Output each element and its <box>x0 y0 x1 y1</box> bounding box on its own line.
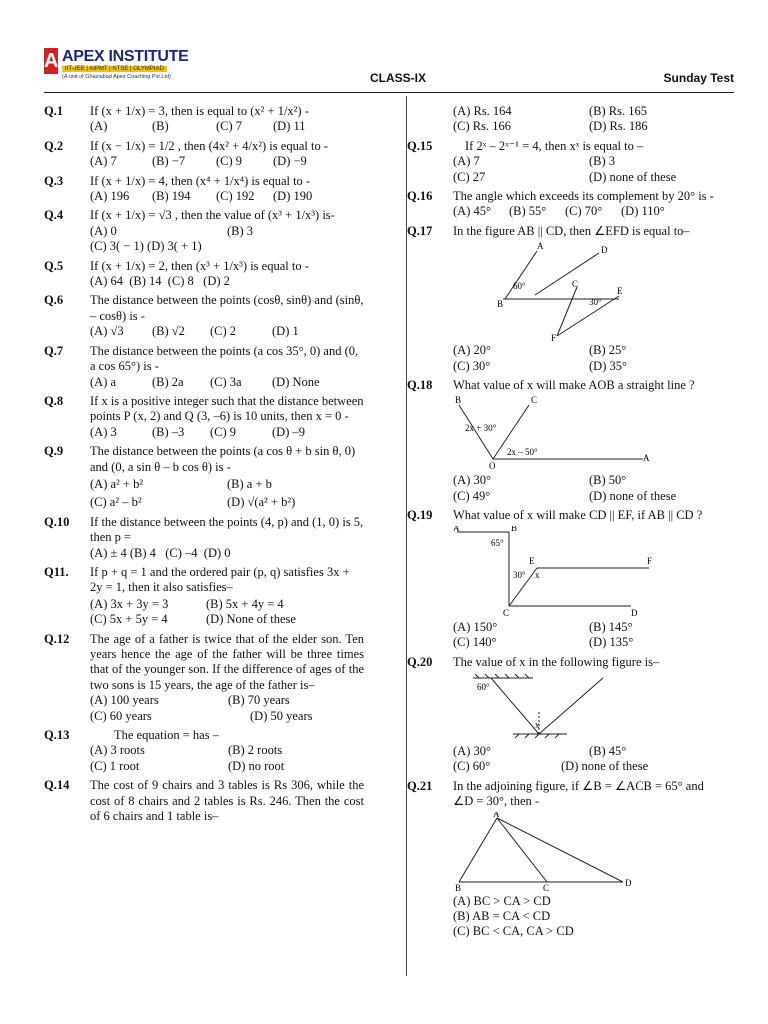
option[interactable]: (A) 45° <box>453 204 491 219</box>
question-15 <box>407 139 727 185</box>
option[interactable]: (B) −7 <box>152 154 186 169</box>
option[interactable]: (B) 55° <box>509 204 547 219</box>
right-column <box>407 104 727 944</box>
class-label: CLASS-IX <box>370 71 427 85</box>
option[interactable]: (C) 2 <box>210 324 237 339</box>
option[interactable]: (A) a <box>90 374 117 389</box>
option[interactable]: (A) 7 <box>90 154 117 169</box>
left-column <box>44 104 364 828</box>
question-text: The equation = has – <box>114 728 219 743</box>
question-5 <box>44 259 364 290</box>
option[interactable]: (C) BC < CA, CA > CD <box>453 924 574 939</box>
option[interactable]: (C) 9 <box>216 154 243 169</box>
test-label: Sunday Test <box>663 71 734 85</box>
q19-figure <box>453 526 693 618</box>
option[interactable]: (C) 30° <box>453 358 491 373</box>
label-E: E <box>529 555 535 566</box>
label-A: A <box>453 525 460 533</box>
option[interactable]: (B) 3 <box>589 154 616 169</box>
question-number: Q.14 <box>44 778 70 793</box>
question-7 <box>44 344 364 390</box>
option[interactable]: (D) 35° <box>589 358 627 373</box>
question-18 <box>407 378 727 504</box>
question-number: Q.9 <box>44 444 64 459</box>
q21-figure <box>453 812 693 892</box>
question-20 <box>407 655 727 775</box>
angle-expr-1: 2x + 30° <box>465 423 497 434</box>
question-text: In the figure AB || CD, then ∠EFD is equal to– <box>453 223 690 238</box>
label-B: B <box>497 299 504 310</box>
question-number: Q.16 <box>407 189 433 204</box>
label-D: D <box>631 607 638 618</box>
option[interactable]: (C) 49° <box>453 488 491 503</box>
option[interactable]: (A) 0 <box>90 223 117 238</box>
question-text: If p + q = 1 and the ordered pair (p, q) satisfies 3x + 2y = 1, then it also satisfies– <box>90 564 350 595</box>
option[interactable]: (A) 30° <box>453 473 491 488</box>
option[interactable]: (C) 60 years <box>90 708 152 723</box>
option[interactable]: (A) √3 <box>90 324 124 339</box>
label-F: F <box>551 333 557 342</box>
q17-figure <box>453 241 693 341</box>
question-text: If (x + 1/x) = 4, then (x⁴ + 1/x⁴) is equal to - <box>90 173 311 188</box>
option[interactable]: (D) 190 <box>273 189 313 204</box>
question-number: Q.17 <box>407 223 433 238</box>
label-D: D <box>601 245 608 256</box>
option[interactable]: (D) none of these <box>561 759 649 774</box>
question-text: If the distance between the points (4, p) and (1, 0) is 5, then p = <box>90 514 364 545</box>
q20-figure <box>453 672 693 742</box>
option[interactable]: (C) 140° <box>453 635 497 650</box>
question-number: Q.8 <box>44 393 64 408</box>
question-number: Q.13 <box>44 728 70 743</box>
option[interactable]: (A) BC > CA > CD <box>453 893 551 908</box>
question-text: What value of x will make AOB a straight line ? <box>453 378 695 393</box>
option[interactable]: (D) None <box>272 374 320 389</box>
question-text: The age of a father is twice that of the elder son. Ten years hence the age of the father will be three times that of the younger son. If the difference of ages of the two sons is 15 years, the age of the father is– <box>90 631 364 692</box>
option[interactable]: (B) 3 <box>227 223 254 238</box>
question-16 <box>407 189 727 220</box>
option[interactable]: (B) 145° <box>589 619 633 634</box>
option[interactable]: (D) no root <box>228 758 285 773</box>
question-6 <box>44 293 364 339</box>
question-text: If (x + 1/x) = 3, then is equal to (x² + 1/x²) - <box>90 104 309 118</box>
question-text: If x is a positive integer such that the distance between points P (x, 2) and Q (3, –6) is 10 units, then x = 0 - <box>90 393 364 424</box>
option[interactable]: (B) 2 roots <box>228 743 283 758</box>
option[interactable]: (B) Rs. 165 <box>589 104 647 118</box>
option[interactable]: (A) 30° <box>453 743 491 758</box>
question-number: Q.19 <box>407 508 433 523</box>
question-14-options <box>407 104 727 135</box>
option[interactable]: (A) 150° <box>453 619 498 634</box>
label-C: C <box>572 279 579 290</box>
option[interactable]: (B) 25° <box>589 343 627 358</box>
option[interactable]: (A) <box>90 119 108 134</box>
option[interactable]: (A) 100 years <box>90 693 159 708</box>
page-header <box>44 44 734 86</box>
question-text: The angle which exceeds its complement by 20° is - <box>453 189 714 204</box>
question-text: The value of x in the following figure is– <box>453 654 660 669</box>
question-4 <box>44 208 364 254</box>
question-text: The distance between the points (a cos 35°, 0) and (0, a cos 65°) is - <box>90 343 359 374</box>
option[interactable]: (D) –9 <box>272 424 305 439</box>
option[interactable]: (B) a + b <box>227 476 272 491</box>
label-C: C <box>543 882 550 892</box>
option[interactable]: (D) Rs. 186 <box>589 119 648 134</box>
option[interactable]: (B) 70 years <box>228 693 290 708</box>
option[interactable]: (D) 1 <box>272 324 299 339</box>
question-3 <box>44 174 364 205</box>
label-F: F <box>647 555 653 566</box>
option[interactable]: (A) a² + b² <box>90 476 144 491</box>
question-10 <box>44 515 364 561</box>
label-B: B <box>511 525 518 533</box>
option[interactable]: (C) 60° <box>453 759 491 774</box>
question-number: Q.10 <box>44 514 70 529</box>
option[interactable]: (C) 192 <box>216 189 255 204</box>
option[interactable]: (B) 2a <box>152 374 184 389</box>
angle-x: x <box>535 569 540 580</box>
option[interactable]: (A) 3 roots <box>90 743 145 758</box>
option[interactable]: (B) 5x + 4y = 4 <box>206 596 284 611</box>
question-17 <box>407 224 727 374</box>
option[interactable]: (B) 45° <box>589 743 627 758</box>
question-text: If 2ˣ – 2ˣ⁻¹ = 4, then xˣ is equal to – <box>465 138 644 153</box>
option[interactable]: (C) 9 <box>210 424 237 439</box>
angle-30: 30° <box>513 569 526 580</box>
question-text: If (x + 1/x) = √3 , then the value of (x³ + 1/x³) is- <box>90 208 335 223</box>
option[interactable]: (C) 3( − 1) (D) 3( + 1) <box>90 239 202 254</box>
question-21 <box>407 779 727 940</box>
option[interactable]: (B) AB = CA < CD <box>453 908 551 923</box>
option[interactable]: (A) Rs. 164 <box>453 104 512 118</box>
option[interactable]: (C) 1 root <box>90 758 140 773</box>
option[interactable]: (C) 3a <box>210 374 242 389</box>
option[interactable]: (D) none of these <box>589 169 677 184</box>
question-12 <box>44 632 364 724</box>
question-number: Q.6 <box>44 293 64 308</box>
logo-tags: IIT-JEE | AIPMT | NTSE | OLYMPIAD <box>62 66 167 72</box>
option[interactable]: (B) 194 <box>152 189 191 204</box>
option[interactable]: (B) 50° <box>589 473 627 488</box>
option[interactable]: (B) <box>152 119 169 134</box>
angle-30: 30° <box>589 297 602 308</box>
label-A: A <box>493 811 500 819</box>
question-number: Q.3 <box>44 173 64 188</box>
option[interactable]: (A) ± 4 (B) 4 (C) –4 (D) 0 <box>90 545 231 560</box>
question-19 <box>407 508 727 650</box>
option[interactable]: (C) Rs. 166 <box>453 119 511 134</box>
option[interactable]: (A) 3x + 3y = 3 <box>90 596 169 611</box>
question-8 <box>44 394 364 440</box>
angle-60: 60° <box>513 281 526 292</box>
logo-name: APEX INSTITUTE <box>62 48 189 65</box>
angle-x: x <box>535 719 540 730</box>
question-number: Q.12 <box>44 631 70 646</box>
option[interactable]: (D) None of these <box>206 612 296 627</box>
question-13 <box>44 728 364 774</box>
option[interactable]: (D) −9 <box>273 154 307 169</box>
option[interactable]: (B) –3 <box>152 424 185 439</box>
label-B: B <box>455 882 462 892</box>
question-14 <box>44 778 364 824</box>
question-text: The distance between the points (a cos θ + b sin θ, 0) and (0, a sin θ – b cos θ) is - <box>90 444 356 474</box>
question-text: In the adjoining figure, if ∠B = ∠ACB = 65° and ∠D = 30°, then - <box>453 778 704 809</box>
question-2 <box>44 139 364 170</box>
q18-figure <box>453 395 693 471</box>
question-text: If (x − 1/x) = 1/2 , then (4x² + 4/x²) is equal to - <box>90 138 328 153</box>
label-A: A <box>643 453 650 464</box>
question-number: Q.7 <box>44 343 64 358</box>
label-D: D <box>625 877 632 888</box>
label-A: A <box>537 241 544 252</box>
question-number: Q.2 <box>44 138 64 153</box>
question-text: The distance between the points (cosθ, sinθ) and (sinθ, – cosθ) is - <box>90 293 364 323</box>
label-B: B <box>455 395 462 406</box>
question-number: Q.1 <box>44 104 64 118</box>
angle-60: 60° <box>477 681 490 692</box>
label-E: E <box>617 286 623 297</box>
option[interactable]: (C) 70° <box>565 204 603 219</box>
question-number: Q.20 <box>407 654 433 669</box>
question-text: If (x + 1/x) = 2, then (x³ + 1/x³) is equal to - <box>90 258 309 273</box>
angle-expr-2: 2x – 50° <box>507 447 538 458</box>
option[interactable]: (A) 20° <box>453 343 491 358</box>
question-number: Q.18 <box>407 378 433 393</box>
option[interactable]: (C) 7 <box>216 119 243 134</box>
label-C: C <box>503 607 510 618</box>
option[interactable]: (D) 50 years <box>250 708 313 723</box>
option[interactable]: (C) 27 <box>453 169 486 184</box>
label-O: O <box>489 461 496 472</box>
question-number: Q.5 <box>44 258 64 273</box>
option[interactable]: (C) a² – b² <box>90 495 142 510</box>
logo-subtitle: (A unit of Ghaziabad Apex Coaching Pvt.Ltd) <box>62 74 171 80</box>
option[interactable]: (D) 11 <box>273 119 306 134</box>
question-number: Q.4 <box>44 208 64 223</box>
logo-letter: A <box>44 50 59 72</box>
option[interactable]: (A) 196 <box>90 189 130 204</box>
question-number: Q.15 <box>407 138 433 153</box>
option[interactable]: (C) 5x + 5y = 4 <box>90 612 168 627</box>
option[interactable]: (D) 110° <box>621 204 665 219</box>
option[interactable]: (B) √2 <box>152 324 185 339</box>
option[interactable]: (A) 7 <box>453 154 480 169</box>
option[interactable]: (A) 3 <box>90 424 117 439</box>
header-divider <box>44 92 734 93</box>
option[interactable]: (D) 135° <box>589 635 634 650</box>
option[interactable]: (A) 64 (B) 14 (C) 8 (D) 2 <box>90 274 230 289</box>
option[interactable]: (D) √(a² + b²) <box>227 495 296 510</box>
question-number: Q.21 <box>407 778 433 793</box>
option[interactable]: (D) none of these <box>589 488 677 503</box>
question-number: Q11. <box>44 564 69 579</box>
question-text: The cost of 9 chairs and 3 tables is Rs 306, while the cost of 8 chairs and 2 tables is Rs. 246. Then the cost of 6 chairs and 1 table is– <box>90 778 364 824</box>
angle-65: 65° <box>491 537 504 548</box>
question-9 <box>44 444 364 511</box>
question-11 <box>44 565 364 628</box>
question-text: What value of x will make CD || EF, if AB || CD ? <box>453 508 703 523</box>
label-C: C <box>531 395 538 406</box>
question-1 <box>44 104 364 135</box>
